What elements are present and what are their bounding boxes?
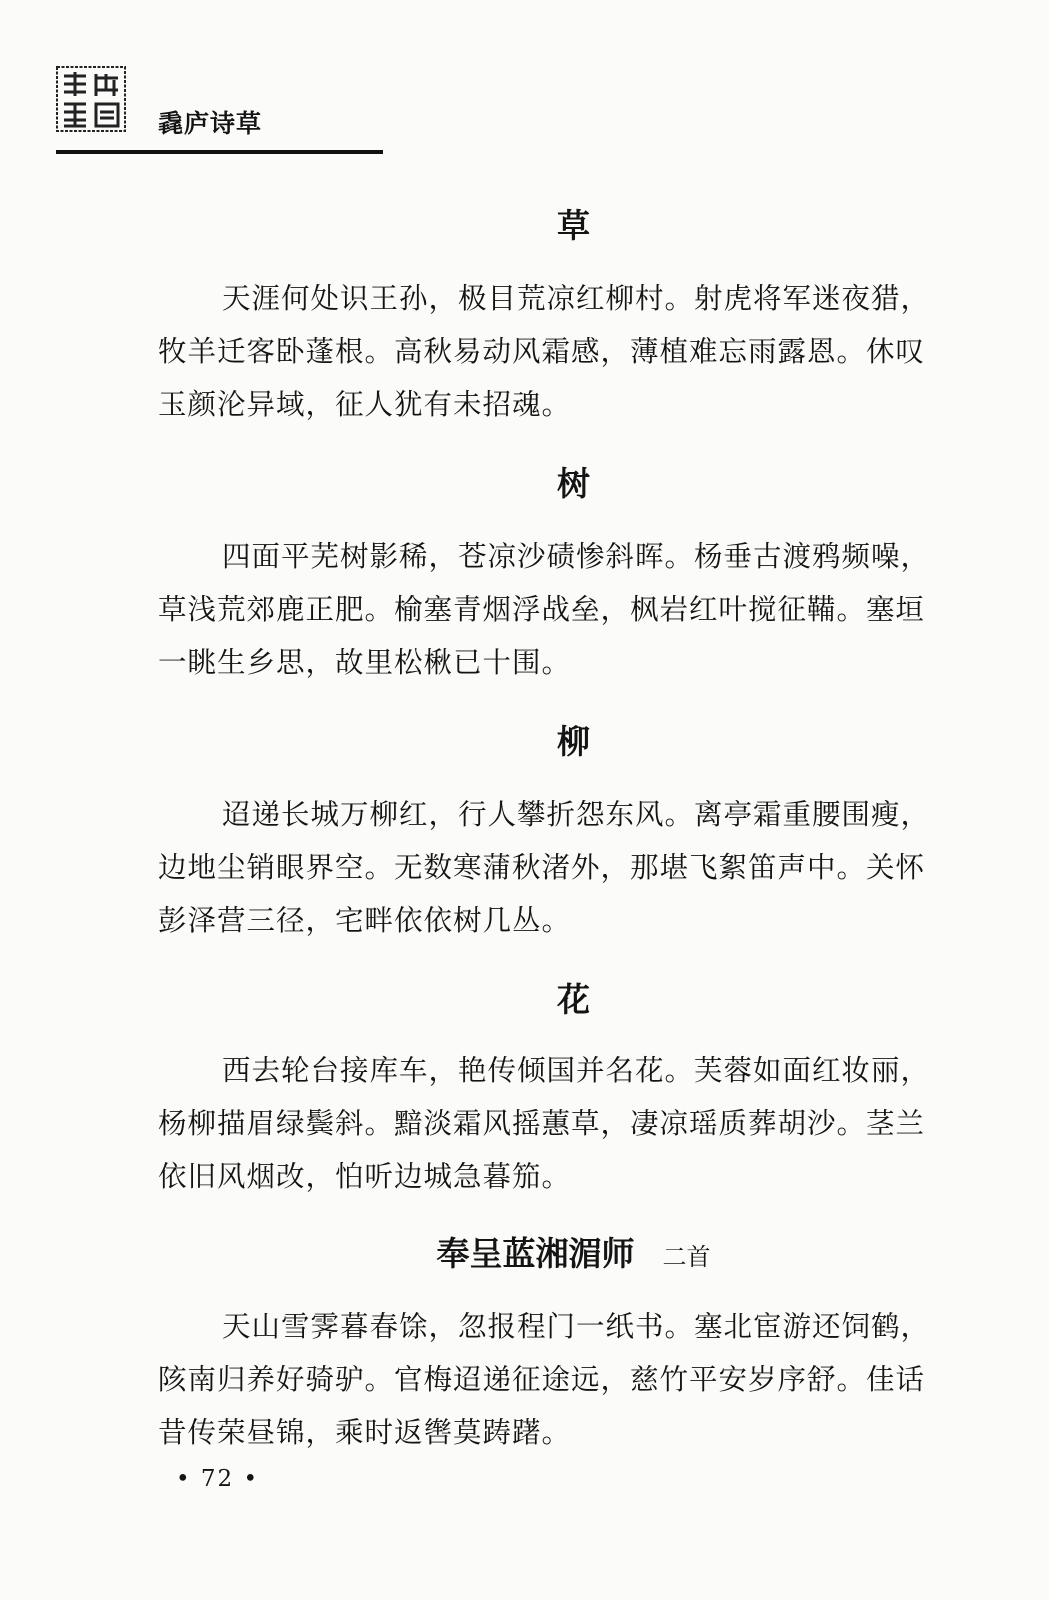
poem-title: 树: [557, 464, 590, 503]
poem-line: 边地尘销眼界空。无数寒蒲秋渚外，那堪飞絮笛声中。关怀: [158, 851, 926, 884]
poem-line: 依旧风烟改，怕听边城急暮笳。: [158, 1160, 572, 1193]
poem-line: 玉颜沦异域，征人犹有未招魂。: [158, 388, 572, 421]
poem-line: 昔传荣昼锦，乘时返辔莫踌躇。: [158, 1416, 572, 1449]
poem-title: 草: [557, 206, 590, 245]
poem-title-note: 二首: [662, 1243, 711, 1271]
poem-body: [158, 272, 970, 431]
poem-line: 彭泽营三径，宅畔依依树几丛。: [158, 904, 572, 937]
poem-title: [0, 1228, 1049, 1275]
poem-body: [158, 530, 970, 689]
running-title: 毳庐诗草: [158, 109, 263, 138]
poem-line: 陔南归养好骑驴。官梅迢递征途远，慈竹平安岁序舒。佳话: [158, 1363, 926, 1396]
seal-stamp-icon: [56, 66, 126, 132]
poem-line: 天山雪霁暮春馀，忽报程门一纸书。塞北宦游还饲鹤，: [222, 1310, 931, 1343]
poem-line: 西去轮台接库车，艳传倾国并名花。芙蓉如面红妆丽，: [222, 1054, 931, 1087]
poem-body: [158, 1044, 970, 1203]
header-rule: [56, 150, 383, 154]
poem-title: 花: [557, 980, 590, 1019]
poem-line: 牧羊迁客卧蓬根。高秋易动风霜感，薄植难忘雨露恩。休叹: [158, 335, 926, 368]
poem-title-text: 奉呈蓝湘湄师: [436, 1234, 635, 1273]
poem-body: [158, 1300, 970, 1459]
poem-line: 迢递长城万柳红，行人攀折怨东风。离亭霜重腰围瘦，: [222, 798, 931, 831]
poem-line: 一眺生乡思，故里松楸已十围。: [158, 646, 572, 679]
poem-line: 天涯何处识王孙，极目荒凉红柳村。射虎将军迷夜猎，: [222, 282, 931, 315]
poem-body: [158, 788, 970, 947]
poem-line: 杨柳描眉绿鬓斜。黯淡霜风摇蕙草，凄凉瑶质葬胡沙。茎兰: [158, 1107, 926, 1140]
poem-title: 柳: [557, 722, 590, 761]
poem-line: 草浅荒郊鹿正肥。榆塞青烟浮战垒，枫岩红叶搅征鞴。塞垣: [158, 593, 926, 626]
page-number: • 72 •: [176, 1466, 260, 1492]
poem-line: 四面平芜树影稀，苍凉沙碛惨斜晖。杨垂古渡鸦频噪，: [222, 540, 931, 573]
